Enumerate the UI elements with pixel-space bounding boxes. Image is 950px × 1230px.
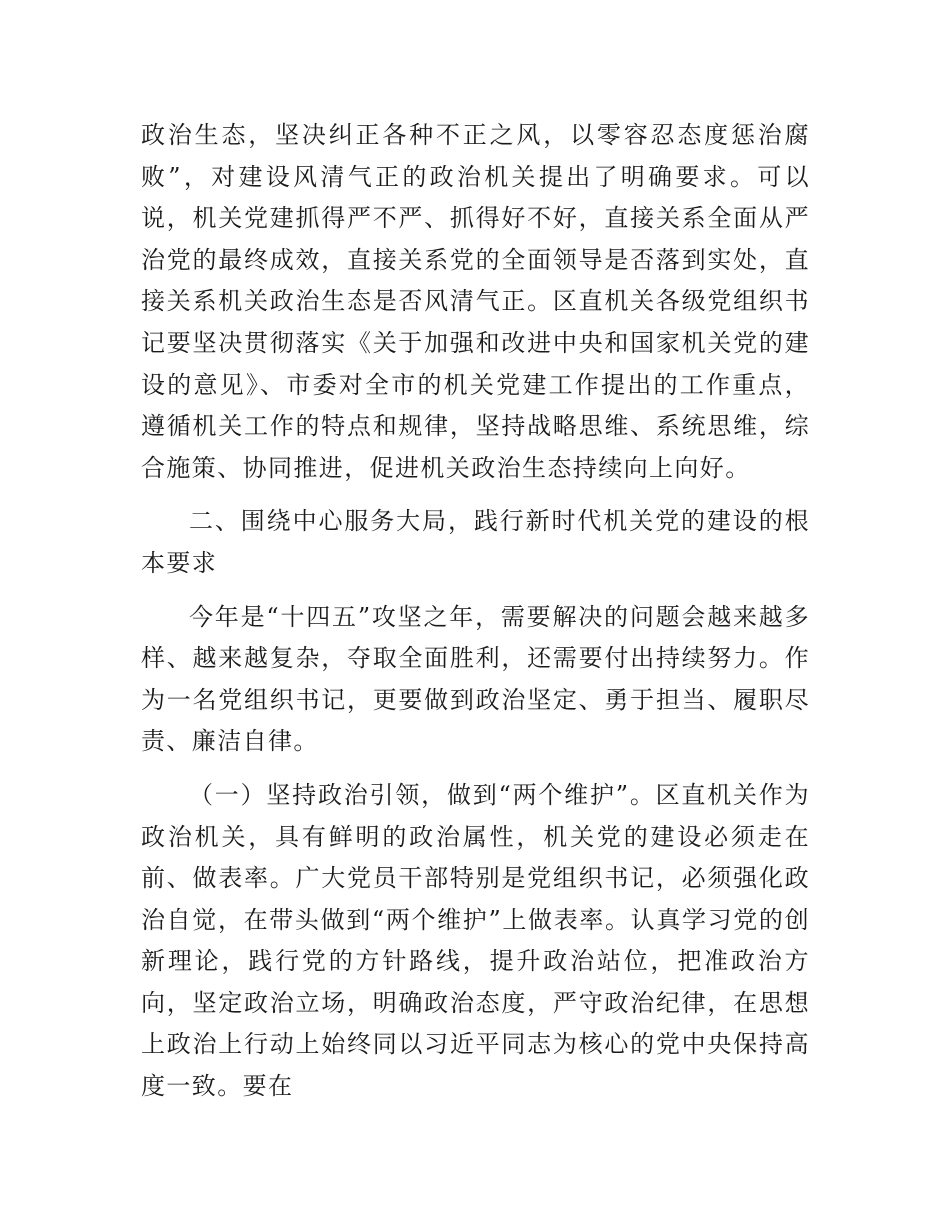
paragraph-intro: 今年是“十四五”攻坚之年，需要解决的问题会越来越多样、越来越复杂，夺取全面胜利，还需要付出持续努力。作为一名党组织书记，更要做到政治坚定、勇于担当、履职尽责、廉洁自律。 bbox=[141, 602, 810, 756]
paragraph-continuation: 政治生态，坚决纠正各种不正之风，以零容忍态度惩治腐败”，对建设风清气正的政治机关提出了明确要求。可以说，机关党建抓得严不严、抓得好不好，直接关系全面从严治党的最终成效，直接关系党的全面领导是否落到实处，直接关系机关政治生态是否风清气正。区直机关各级党组织书记要坚决贯彻落实《关于加强和改进中央和国家机关党的建设的意见》、市委对全市的机关党建工作提出的工作重点，遵循机关工作的特点和规律，坚持战略思维、系统思维，综合施策、协同推进，促进机关政治生态持续向上向好。 bbox=[141, 121, 810, 482]
section-heading-two: 二、围绕中心服务大局，践行新时代机关党的建设的根本要求 bbox=[141, 507, 810, 577]
paragraph-item-one: （一）坚持政治引领，做到“两个维护”。区直机关作为政治机关，具有鲜明的政治属性，机关党的建设必须走在前、做表率。广大党员干部特别是党组织书记，必须强化政治自觉，在带头做到“两个维护”上做表率。认真学习党的创新理论，践行党的方针路线，提升政治站位，把准政治方向，坚定政治立场，明确政治态度，严守政治纪律，在思想上政治上行动上始终同以习近平同志为核心的党中央保持高度一致。要在 bbox=[141, 780, 810, 1101]
document-page bbox=[141, 115, 810, 1108]
